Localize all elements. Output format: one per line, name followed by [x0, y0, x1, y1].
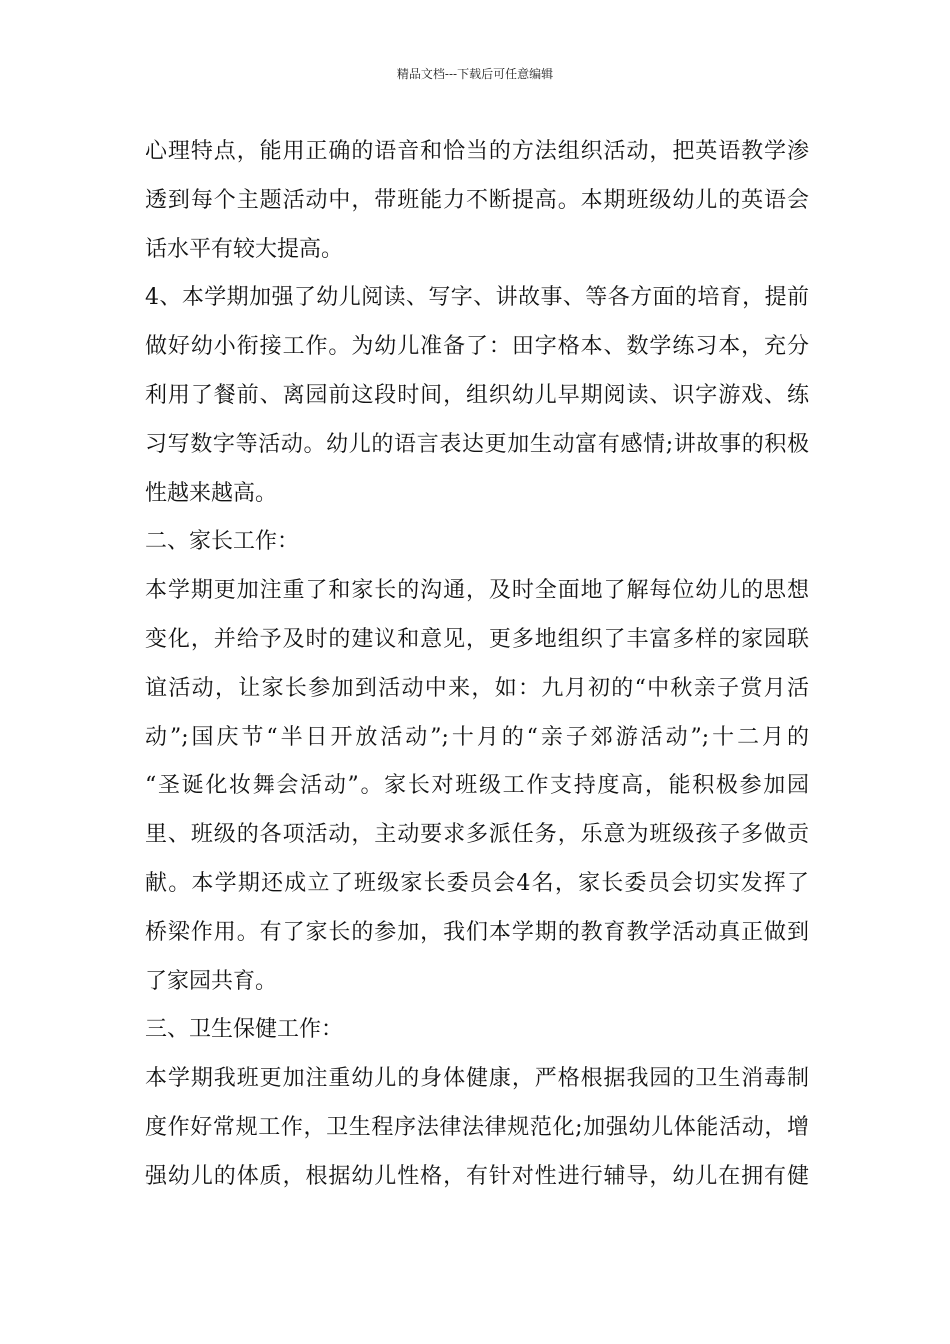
text-line: 4、本学期加强了幼儿阅读、写字、讲故事、等各方面的培育，提前 — [145, 285, 809, 311]
section-heading: 二、家长工作： — [145, 529, 300, 555]
text-line: 变化，并给予及时的建议和意见，更多地组织了丰富多样的家园联 — [145, 626, 809, 652]
text-line: 透到每个主题活动中，带班能力不断提高。本期班级幼儿的英语会 — [145, 187, 809, 213]
section-heading: 三、卫生保健工作： — [145, 1017, 344, 1043]
text-line: 习写数字等活动。幼儿的语言表达更加生动富有感情;讲故事的积极 — [145, 431, 809, 457]
text-line: 心理特点，能用正确的语音和恰当的方法组织活动，把英语教学渗 — [145, 139, 809, 164]
document-body — [145, 128, 809, 1202]
text-line: 性越来越高。 — [145, 480, 278, 506]
text-line: 度作好常规工作，卫生程序法律法律规范化;加强幼儿体能活动，增 — [145, 1114, 809, 1140]
text-line: 利用了餐前、离园前这段时间，组织幼儿早期阅读、识字游戏、练 — [145, 382, 809, 408]
text-line: 桥梁作用。有了家长的参加，我们本学期的教育教学活动真正做到 — [145, 919, 809, 945]
text-line: 强幼儿的体质，根据幼儿性格，有针对性进行辅导，幼儿在拥有健 — [145, 1163, 809, 1189]
text-line: 里、班级的各项活动，主动要求多派任务，乐意为班级孩子多做贡 — [145, 822, 809, 848]
text-line: 本学期我班更加注重幼儿的身体健康，严格根据我园的卫生消毒制 — [145, 1066, 809, 1092]
text-line: 本学期更加注重了和家长的沟通，及时全面地了解每位幼儿的思想 — [145, 578, 809, 604]
text-line: 做好幼小衔接工作。为幼儿准备了：田字格本、数学练习本，充分 — [145, 334, 809, 360]
text-line: 献。本学期还成立了班级家长委员会4名，家长委员会切实发挥了 — [145, 870, 809, 896]
page-header: 精品文档---下载后可任意编辑 — [396, 67, 554, 81]
text-line: 了家园共育。 — [145, 968, 278, 994]
text-line: 话水平有较大提高。 — [145, 236, 344, 262]
text-line: 动”;国庆节“半日开放活动”;十月的“亲子郊游活动”;十二月的 — [145, 724, 809, 750]
text-line: 谊活动，让家长参加到活动中来，如：九月初的“中秋亲子赏月活 — [145, 675, 809, 701]
text-line: “圣诞化妆舞会活动”。家长对班级工作支持度高，能积极参加园 — [145, 773, 809, 799]
